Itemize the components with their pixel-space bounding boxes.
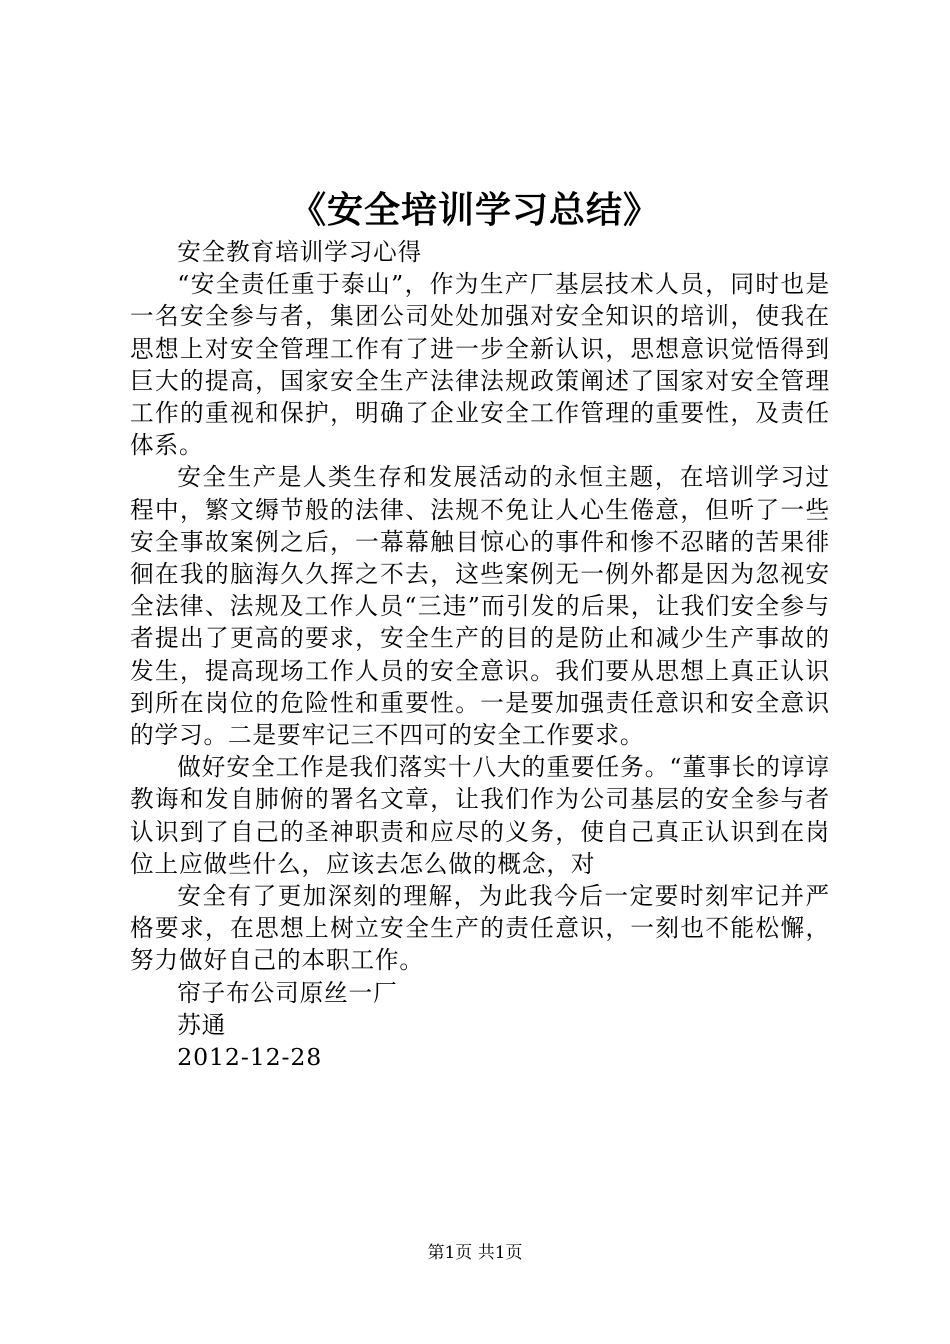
paragraph-4: 安全有了更加深刻的理解，为此我今后一定要时刻牢记并严格要求，在思想上树立安全生产的责任意识，一刻也不能松懈，努力做好自己的本职工作。: [130, 882, 830, 975]
paragraph-1: “安全责任重于泰山”，作为生产厂基层技术人员，同时也是一名安全参与者，集团公司处处加强对安全知识的培训，使我在思想上对安全管理工作有了进一步全新认识，思想意识觉悟得到巨大的提高，国家安全生产法律法规政策阐述了国家对安全管理工作的重视和保护，明确了企业安全工作管理的重要性，及责任体系。: [130, 270, 830, 460]
signature-author: 苏通: [177, 1010, 227, 1039]
paragraph-3: 做好安全工作是我们落实十八大的重要任务。“董事长的谆谆教诲和发自肺俯的署名文章，让我们作为公司基层的安全参与者认识到了自己的圣神职责和应尽的义务，使自己真正认识到在岗位上应做些什么，应该去怎么做的概念，对: [130, 753, 830, 878]
document-title: 《安全培训学习总结》: [289, 189, 660, 231]
document-body: [130, 236, 830, 1073]
document-subtitle: 安全教育培训学习心得: [177, 238, 423, 266]
signature-date: 2012-12-28: [177, 1043, 323, 1072]
signature-organization: 帘子布公司原丝一厂: [177, 978, 398, 1007]
page-number-footer: 第1页 共1页: [427, 1243, 523, 1263]
paragraph-2: 安全生产是人类生存和发展活动的永恒主题，在培训学习过程中，繁文缛节般的法律、法规不免让人心生倦意，但听了一些安全事故案例之后，一幕幕触目惊心的事件和惨不忍睹的苦果徘徊在我的脑海久久挥之不去，这些案例无一例外都是因为忽视安全法律、法规及工作人员“三违”而引发的后果，让我们安全参与者提出了更高的要求，安全生产的目的是防止和减少生产事故的发生，提高现场工作人员的安全意识。我们要从思想上真正认识到所在岗位的危险性和重要性。一是要加强责任意识和安全意识的学习。二是要牢记三不四可的安全工作要求。: [130, 463, 830, 750]
